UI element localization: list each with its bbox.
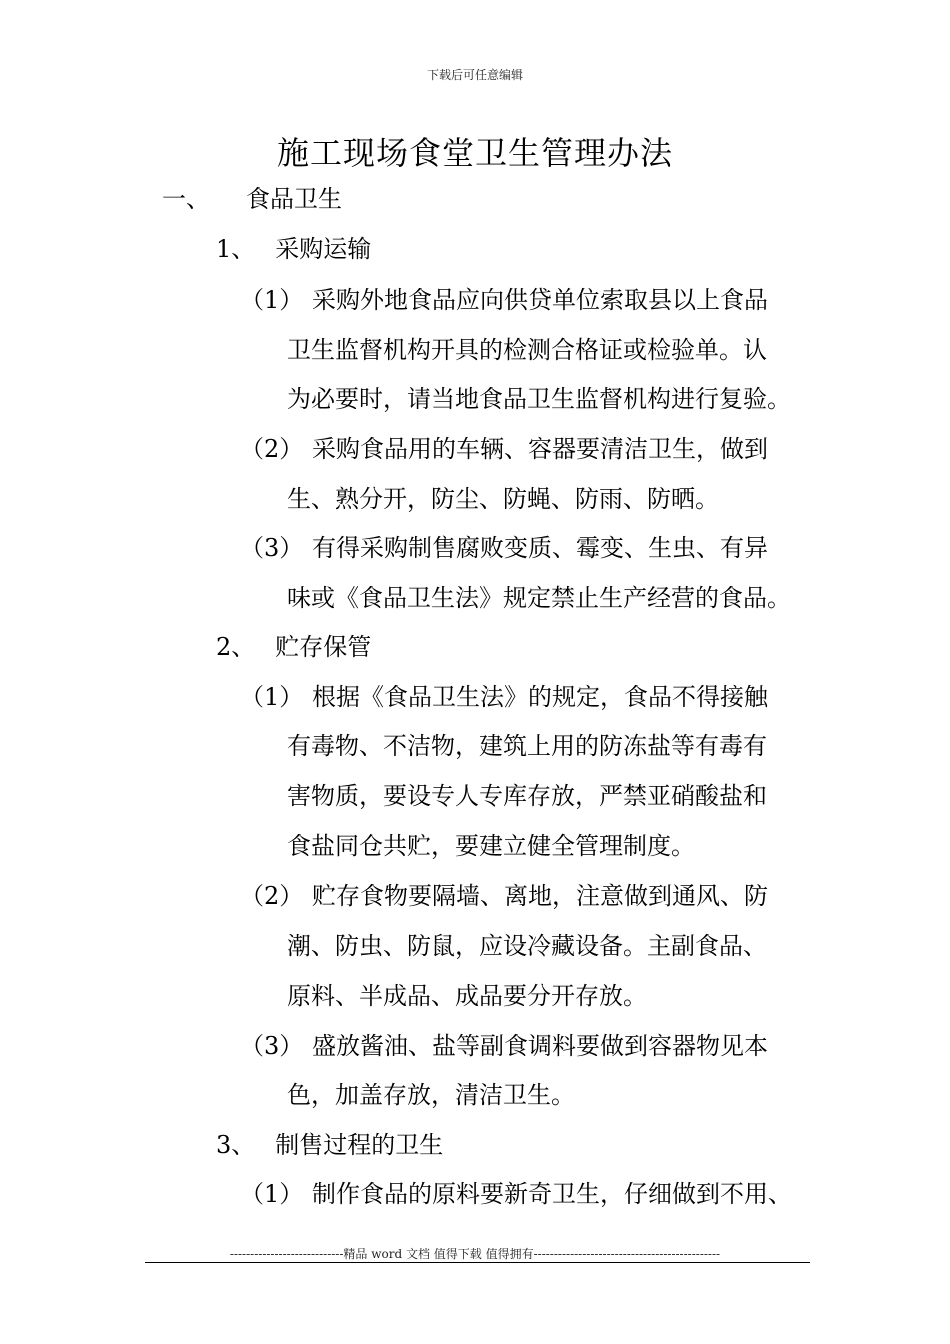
list-item-num: （1） xyxy=(240,286,304,314)
section-number: 一、 xyxy=(162,185,210,213)
list-item-line: 有毒物、不洁物，建筑上用的防冻盐等有毒有 xyxy=(287,732,767,760)
list-item-num: （3） xyxy=(240,534,304,562)
list-item-line: 色，加盖存放，清洁卫生。 xyxy=(287,1081,575,1109)
list-item-line: 潮、防虫、防鼠，应设冷藏设备。主副食品、 xyxy=(287,932,767,960)
subsection-number: 1、 xyxy=(216,235,256,263)
list-item-line: 卫生监督机构开具的检测合格证或检验单。认 xyxy=(287,336,767,364)
subsection-number: 2、 xyxy=(216,633,256,661)
list-item-num: （2） xyxy=(240,435,304,463)
list-item-line: 采购外地食品应向供贷单位索取县以上食品 xyxy=(312,286,768,314)
list-item-line: 生、熟分开，防尘、防蝇、防雨、防晒。 xyxy=(287,485,719,513)
page-header: 下载后可任意编辑 xyxy=(426,68,523,82)
subsection-label: 制售过程的卫生 xyxy=(275,1131,444,1159)
list-item-line: 原料、半成品、成品要分开存放。 xyxy=(287,982,647,1010)
list-item-num: （1） xyxy=(240,683,304,711)
list-item-line: 采购食品用的车辆、容器要清洁卫生，做到 xyxy=(312,435,768,463)
list-item-line: 贮存食物要隔墙、离地，注意做到通风、防 xyxy=(312,882,768,910)
footer-rule xyxy=(145,1262,810,1263)
list-item-line: 为必要时，请当地食品卫生监督机构进行复验。 xyxy=(287,385,791,413)
subsection-number: 3、 xyxy=(216,1131,256,1159)
list-item-line: 有得采购制售腐败变质、霉变、生虫、有异 xyxy=(312,534,768,562)
document-title: 施工现场食堂卫生管理办法 xyxy=(276,134,673,172)
subsection-label: 采购运输 xyxy=(275,235,372,263)
section-1-heading xyxy=(162,184,342,214)
list-item-line: 害物质，要设专人专库存放，严禁亚硝酸盐和 xyxy=(287,782,767,810)
subsection-2-heading xyxy=(216,632,371,662)
section-label: 食品卫生 xyxy=(246,185,342,213)
list-item-line: 根据《食品卫生法》的规定，食品不得接触 xyxy=(312,683,768,711)
subsection-3-heading xyxy=(216,1130,443,1160)
list-item-num: （3） xyxy=(240,1032,304,1060)
list-item-num: （2） xyxy=(240,882,304,910)
subsection-label: 贮存保管 xyxy=(275,633,372,661)
subsection-1-heading xyxy=(216,234,371,264)
list-item-line: 味或《食品卫生法》规定禁止生产经营的食品。 xyxy=(287,584,791,612)
page-footer: ----------------------------精品 word 文档 值得下载 值得拥有---------------------------------------------- xyxy=(229,1247,721,1261)
list-item-line: 盛放酱油、盐等副食调料要做到容器物见本 xyxy=(312,1032,768,1060)
list-item-num: （1） xyxy=(240,1180,304,1208)
list-item-line: 食盐同仓共贮，要建立健全管理制度。 xyxy=(287,832,695,860)
list-item-line: 制作食品的原料要新奇卫生，仔细做到不用、 xyxy=(312,1180,792,1208)
